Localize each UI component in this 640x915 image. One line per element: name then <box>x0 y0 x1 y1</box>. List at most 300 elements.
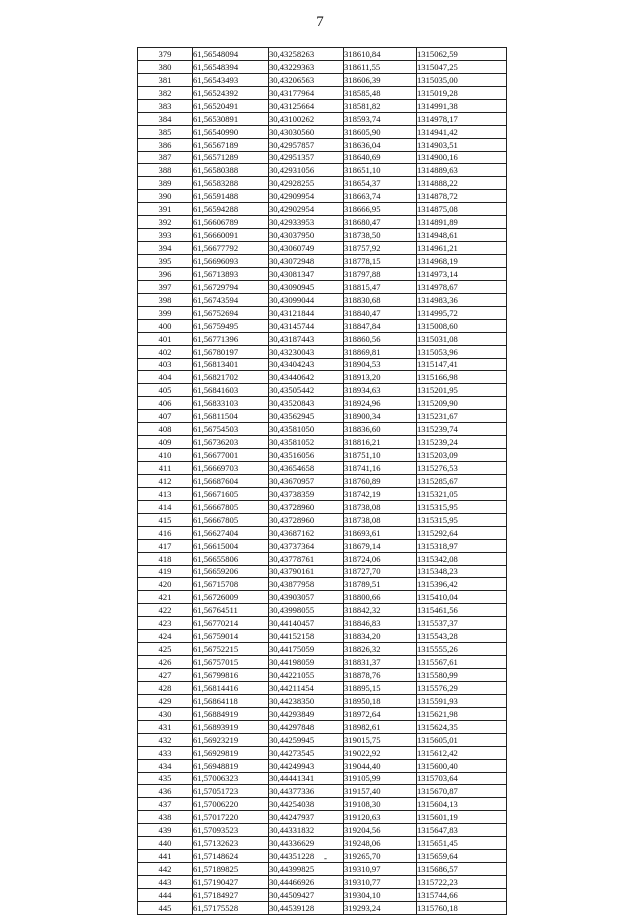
y-coordinate-cell: 1315659,64 <box>417 850 507 863</box>
latitude-cell: 61,56764511 <box>193 604 269 617</box>
x-coordinate-cell: 319310,77 <box>344 876 417 889</box>
longitude-cell: 30,43230043 <box>269 345 344 358</box>
y-coordinate-cell: 1315604,13 <box>417 798 507 811</box>
y-coordinate-cell: 1314978,67 <box>417 280 507 293</box>
point-number-cell: 418 <box>138 552 193 565</box>
y-coordinate-cell: 1315537,37 <box>417 617 507 630</box>
table-row <box>138 280 507 293</box>
y-coordinate-cell: 1314968,19 <box>417 255 507 268</box>
table-row <box>138 617 507 630</box>
latitude-cell: 61,56759495 <box>193 319 269 332</box>
x-coordinate-cell: 318654,37 <box>344 177 417 190</box>
table-row <box>138 811 507 824</box>
table-row <box>138 164 507 177</box>
longitude-cell: 30,43060749 <box>269 242 344 255</box>
y-coordinate-cell: 1315612,42 <box>417 746 507 759</box>
point-number-cell: 392 <box>138 216 193 229</box>
longitude-cell: 30,43099044 <box>269 293 344 306</box>
longitude-cell: 30,43654658 <box>269 462 344 475</box>
table-row <box>138 656 507 669</box>
point-number-cell: 444 <box>138 888 193 901</box>
x-coordinate-cell: 318610,84 <box>344 48 417 61</box>
longitude-cell: 30,43737364 <box>269 539 344 552</box>
latitude-cell: 61,56754503 <box>193 423 269 436</box>
table-row <box>138 86 507 99</box>
table-row <box>138 242 507 255</box>
y-coordinate-cell: 1314900,16 <box>417 151 507 164</box>
latitude-cell: 61,56696093 <box>193 255 269 268</box>
table-row <box>138 888 507 901</box>
latitude-cell: 61,56540990 <box>193 125 269 138</box>
table-row <box>138 474 507 487</box>
x-coordinate-cell: 318636,04 <box>344 138 417 151</box>
y-coordinate-cell: 1315396,42 <box>417 578 507 591</box>
longitude-cell: 30,43728960 <box>269 500 344 513</box>
point-number-cell: 405 <box>138 384 193 397</box>
y-coordinate-cell: 1315209,90 <box>417 397 507 410</box>
table-row <box>138 216 507 229</box>
table-row <box>138 358 507 371</box>
latitude-cell: 61,57190427 <box>193 876 269 889</box>
longitude-cell: 30,42931056 <box>269 164 344 177</box>
latitude-cell: 61,56627404 <box>193 526 269 539</box>
table-row <box>138 319 507 332</box>
point-number-cell: 390 <box>138 190 193 203</box>
x-coordinate-cell: 319157,40 <box>344 785 417 798</box>
x-coordinate-cell: 319310,97 <box>344 863 417 876</box>
y-coordinate-cell: 1315703,64 <box>417 772 507 785</box>
y-coordinate-cell: 1315292,64 <box>417 526 507 539</box>
longitude-cell: 30,44249943 <box>269 759 344 772</box>
longitude-cell: 30,43187443 <box>269 332 344 345</box>
x-coordinate-cell: 318760,89 <box>344 474 417 487</box>
x-coordinate-cell: 318751,10 <box>344 449 417 462</box>
latitude-cell: 61,56583288 <box>193 177 269 190</box>
x-coordinate-cell: 318724,06 <box>344 552 417 565</box>
point-number-cell: 419 <box>138 565 193 578</box>
x-coordinate-cell: 318593,74 <box>344 112 417 125</box>
table-row <box>138 863 507 876</box>
x-coordinate-cell: 318904,53 <box>344 358 417 371</box>
point-number-cell: 397 <box>138 280 193 293</box>
table-row <box>138 229 507 242</box>
point-number-cell: 435 <box>138 772 193 785</box>
latitude-cell: 61,56780197 <box>193 345 269 358</box>
point-number-cell: 416 <box>138 526 193 539</box>
x-coordinate-cell: 318815,47 <box>344 280 417 293</box>
table-row <box>138 681 507 694</box>
x-coordinate-cell: 318982,61 <box>344 720 417 733</box>
y-coordinate-cell: 1315166,98 <box>417 371 507 384</box>
y-coordinate-cell: 1315019,28 <box>417 86 507 99</box>
longitude-cell: 30,44152158 <box>269 630 344 643</box>
longitude-cell: 30,44399825 <box>269 863 344 876</box>
point-number-cell: 381 <box>138 73 193 86</box>
longitude-cell: 30,43877958 <box>269 578 344 591</box>
longitude-cell: 30,43516056 <box>269 449 344 462</box>
y-coordinate-cell: 1315342,08 <box>417 552 507 565</box>
latitude-cell: 61,56948819 <box>193 759 269 772</box>
y-coordinate-cell: 1315147,41 <box>417 358 507 371</box>
x-coordinate-cell: 318900,34 <box>344 410 417 423</box>
point-number-cell: 436 <box>138 785 193 798</box>
latitude-cell: 61,56659206 <box>193 565 269 578</box>
longitude-cell: 30,42928255 <box>269 177 344 190</box>
longitude-cell: 30,44293849 <box>269 707 344 720</box>
longitude-cell: 30,43505442 <box>269 384 344 397</box>
table-row <box>138 604 507 617</box>
longitude-cell: 30,43778761 <box>269 552 344 565</box>
longitude-cell: 30,43440642 <box>269 371 344 384</box>
latitude-cell: 61,56687604 <box>193 474 269 487</box>
y-coordinate-cell: 1315239,24 <box>417 436 507 449</box>
table-row <box>138 151 507 164</box>
table-row <box>138 669 507 682</box>
y-coordinate-cell: 1315621,98 <box>417 707 507 720</box>
longitude-cell: 30,44466926 <box>269 876 344 889</box>
x-coordinate-cell: 318797,88 <box>344 267 417 280</box>
y-coordinate-cell: 1314991,38 <box>417 99 507 112</box>
point-number-cell: 398 <box>138 293 193 306</box>
y-coordinate-cell: 1315624,35 <box>417 720 507 733</box>
latitude-cell: 61,56591488 <box>193 190 269 203</box>
latitude-cell: 61,56543493 <box>193 73 269 86</box>
latitude-cell: 61,56615004 <box>193 539 269 552</box>
y-coordinate-cell: 1314995,72 <box>417 306 507 319</box>
point-number-cell: 414 <box>138 500 193 513</box>
x-coordinate-cell: 318842,32 <box>344 604 417 617</box>
y-coordinate-cell: 1315239,74 <box>417 423 507 436</box>
point-number-cell: 442 <box>138 863 193 876</box>
y-coordinate-cell: 1315651,45 <box>417 837 507 850</box>
y-coordinate-cell: 1315647,83 <box>417 824 507 837</box>
point-number-cell: 385 <box>138 125 193 138</box>
longitude-cell: 30,42957857 <box>269 138 344 151</box>
y-coordinate-cell: 1314941,42 <box>417 125 507 138</box>
x-coordinate-cell: 318738,50 <box>344 229 417 242</box>
y-coordinate-cell: 1315576,29 <box>417 681 507 694</box>
table-row <box>138 449 507 462</box>
latitude-cell: 61,56669703 <box>193 462 269 475</box>
y-coordinate-cell: 1315047,25 <box>417 60 507 73</box>
footer-mark: - <box>324 853 327 863</box>
point-number-cell: 428 <box>138 681 193 694</box>
point-number-cell: 423 <box>138 617 193 630</box>
latitude-cell: 61,56929819 <box>193 746 269 759</box>
longitude-cell: 30,44273545 <box>269 746 344 759</box>
latitude-cell: 61,56594288 <box>193 203 269 216</box>
table-row <box>138 526 507 539</box>
x-coordinate-cell: 318727,70 <box>344 565 417 578</box>
point-number-cell: 387 <box>138 151 193 164</box>
latitude-cell: 61,56833103 <box>193 397 269 410</box>
longitude-cell: 30,44297848 <box>269 720 344 733</box>
longitude-cell: 30,44140457 <box>269 617 344 630</box>
point-number-cell: 396 <box>138 267 193 280</box>
x-coordinate-cell: 318663,74 <box>344 190 417 203</box>
latitude-cell: 61,56743594 <box>193 293 269 306</box>
longitude-cell: 30,43177964 <box>269 86 344 99</box>
x-coordinate-cell: 318738,08 <box>344 513 417 526</box>
y-coordinate-cell: 1315760,18 <box>417 901 507 914</box>
latitude-cell: 61,56752694 <box>193 306 269 319</box>
table-row <box>138 487 507 500</box>
longitude-cell: 30,44175059 <box>269 643 344 656</box>
table-row <box>138 565 507 578</box>
longitude-cell: 30,43670957 <box>269 474 344 487</box>
x-coordinate-cell: 318869,81 <box>344 345 417 358</box>
longitude-cell: 30,43581052 <box>269 436 344 449</box>
y-coordinate-cell: 1314961,21 <box>417 242 507 255</box>
longitude-cell: 30,43030560 <box>269 125 344 138</box>
longitude-cell: 30,44509427 <box>269 888 344 901</box>
x-coordinate-cell: 318741,16 <box>344 462 417 475</box>
x-coordinate-cell: 318816,21 <box>344 436 417 449</box>
latitude-cell: 61,57184927 <box>193 888 269 901</box>
point-number-cell: 401 <box>138 332 193 345</box>
table-row <box>138 99 507 112</box>
latitude-cell: 61,56736203 <box>193 436 269 449</box>
longitude-cell: 30,42902954 <box>269 203 344 216</box>
y-coordinate-cell: 1315600,40 <box>417 759 507 772</box>
x-coordinate-cell: 319022,92 <box>344 746 417 759</box>
y-coordinate-cell: 1315348,23 <box>417 565 507 578</box>
table-row <box>138 423 507 436</box>
table-row <box>138 60 507 73</box>
longitude-cell: 30,44198059 <box>269 656 344 669</box>
latitude-cell: 61,56567189 <box>193 138 269 151</box>
x-coordinate-cell: 319015,75 <box>344 733 417 746</box>
table-row <box>138 772 507 785</box>
x-coordinate-cell: 318934,63 <box>344 384 417 397</box>
table-row <box>138 384 507 397</box>
table-row <box>138 759 507 772</box>
latitude-cell: 61,56548394 <box>193 60 269 73</box>
x-coordinate-cell: 318738,08 <box>344 500 417 513</box>
longitude-cell: 30,44211454 <box>269 681 344 694</box>
x-coordinate-cell: 319105,99 <box>344 772 417 785</box>
y-coordinate-cell: 1315315,95 <box>417 513 507 526</box>
longitude-cell: 30,44351228 <box>269 850 344 863</box>
latitude-cell: 61,56726009 <box>193 591 269 604</box>
point-number-cell: 443 <box>138 876 193 889</box>
latitude-cell: 61,56571289 <box>193 151 269 164</box>
latitude-cell: 61,56771396 <box>193 332 269 345</box>
y-coordinate-cell: 1314978,17 <box>417 112 507 125</box>
longitude-cell: 30,43090945 <box>269 280 344 293</box>
y-coordinate-cell: 1315591,93 <box>417 694 507 707</box>
latitude-cell: 61,56759014 <box>193 630 269 643</box>
table-row <box>138 293 507 306</box>
point-number-cell: 421 <box>138 591 193 604</box>
x-coordinate-cell: 318972,64 <box>344 707 417 720</box>
table-row <box>138 345 507 358</box>
latitude-cell: 61,56813401 <box>193 358 269 371</box>
table-row <box>138 397 507 410</box>
table-row <box>138 410 507 423</box>
point-number-cell: 411 <box>138 462 193 475</box>
point-number-cell: 379 <box>138 48 193 61</box>
x-coordinate-cell: 318826,32 <box>344 643 417 656</box>
longitude-cell: 30,43229363 <box>269 60 344 73</box>
table-row <box>138 371 507 384</box>
longitude-cell: 30,43581050 <box>269 423 344 436</box>
x-coordinate-cell: 318605,90 <box>344 125 417 138</box>
latitude-cell: 61,56864118 <box>193 694 269 707</box>
latitude-cell: 61,56524392 <box>193 86 269 99</box>
table-row <box>138 578 507 591</box>
longitude-cell: 30,43037950 <box>269 229 344 242</box>
point-number-cell: 427 <box>138 669 193 682</box>
latitude-cell: 61,56606789 <box>193 216 269 229</box>
latitude-cell: 61,56655806 <box>193 552 269 565</box>
table-row <box>138 901 507 914</box>
y-coordinate-cell: 1315031,08 <box>417 332 507 345</box>
point-number-cell: 380 <box>138 60 193 73</box>
x-coordinate-cell: 318830,68 <box>344 293 417 306</box>
x-coordinate-cell: 318789,51 <box>344 578 417 591</box>
point-number-cell: 438 <box>138 811 193 824</box>
y-coordinate-cell: 1315008,60 <box>417 319 507 332</box>
x-coordinate-cell: 319293,24 <box>344 901 417 914</box>
longitude-cell: 30,44331832 <box>269 824 344 837</box>
y-coordinate-cell: 1314888,22 <box>417 177 507 190</box>
x-coordinate-cell: 318640,69 <box>344 151 417 164</box>
latitude-cell: 61,56580388 <box>193 164 269 177</box>
y-coordinate-cell: 1315580,99 <box>417 669 507 682</box>
y-coordinate-cell: 1314875,08 <box>417 203 507 216</box>
x-coordinate-cell: 318651,10 <box>344 164 417 177</box>
longitude-cell: 30,44336629 <box>269 837 344 850</box>
y-coordinate-cell: 1315744,66 <box>417 888 507 901</box>
x-coordinate-cell: 319120,63 <box>344 811 417 824</box>
latitude-cell: 61,56667805 <box>193 500 269 513</box>
latitude-cell: 61,56677792 <box>193 242 269 255</box>
x-coordinate-cell: 318606,39 <box>344 73 417 86</box>
longitude-cell: 30,43998055 <box>269 604 344 617</box>
point-number-cell: 393 <box>138 229 193 242</box>
longitude-cell: 30,42909954 <box>269 190 344 203</box>
latitude-cell: 61,56752215 <box>193 643 269 656</box>
table-row <box>138 306 507 319</box>
latitude-cell: 61,57006323 <box>193 772 269 785</box>
latitude-cell: 61,57051723 <box>193 785 269 798</box>
y-coordinate-cell: 1315203,09 <box>417 449 507 462</box>
x-coordinate-cell: 319248,06 <box>344 837 417 850</box>
point-number-cell: 403 <box>138 358 193 371</box>
y-coordinate-cell: 1314903,51 <box>417 138 507 151</box>
latitude-cell: 61,56923219 <box>193 733 269 746</box>
x-coordinate-cell: 318581,82 <box>344 99 417 112</box>
longitude-cell: 30,44377336 <box>269 785 344 798</box>
y-coordinate-cell: 1314973,14 <box>417 267 507 280</box>
longitude-cell: 30,43125664 <box>269 99 344 112</box>
y-coordinate-cell: 1315461,56 <box>417 604 507 617</box>
latitude-cell: 61,56548094 <box>193 48 269 61</box>
table-row <box>138 850 507 863</box>
latitude-cell: 61,56814416 <box>193 681 269 694</box>
latitude-cell: 61,56757015 <box>193 656 269 669</box>
longitude-cell: 30,43258263 <box>269 48 344 61</box>
table-row <box>138 837 507 850</box>
longitude-cell: 30,43100262 <box>269 112 344 125</box>
y-coordinate-cell: 1315601,19 <box>417 811 507 824</box>
y-coordinate-cell: 1315276,53 <box>417 462 507 475</box>
latitude-cell: 61,57189825 <box>193 863 269 876</box>
y-coordinate-cell: 1315035,00 <box>417 73 507 86</box>
table-row <box>138 138 507 151</box>
latitude-cell: 61,56715708 <box>193 578 269 591</box>
longitude-cell: 30,44539128 <box>269 901 344 914</box>
point-number-cell: 400 <box>138 319 193 332</box>
longitude-cell: 30,44441341 <box>269 772 344 785</box>
x-coordinate-cell: 318846,83 <box>344 617 417 630</box>
latitude-cell: 61,57017220 <box>193 811 269 824</box>
x-coordinate-cell: 318834,20 <box>344 630 417 643</box>
y-coordinate-cell: 1315543,28 <box>417 630 507 643</box>
table-row <box>138 694 507 707</box>
point-number-cell: 399 <box>138 306 193 319</box>
table-row <box>138 267 507 280</box>
x-coordinate-cell: 319304,10 <box>344 888 417 901</box>
table-row <box>138 513 507 526</box>
x-coordinate-cell: 318836,60 <box>344 423 417 436</box>
latitude-cell: 61,56713893 <box>193 267 269 280</box>
point-number-cell: 437 <box>138 798 193 811</box>
table-row <box>138 500 507 513</box>
point-number-cell: 425 <box>138 643 193 656</box>
point-number-cell: 422 <box>138 604 193 617</box>
table-row <box>138 436 507 449</box>
y-coordinate-cell: 1315555,26 <box>417 643 507 656</box>
point-number-cell: 409 <box>138 436 193 449</box>
table-row <box>138 552 507 565</box>
longitude-cell: 30,43121844 <box>269 306 344 319</box>
point-number-cell: 404 <box>138 371 193 384</box>
point-number-cell: 434 <box>138 759 193 772</box>
point-number-cell: 394 <box>138 242 193 255</box>
table-row <box>138 824 507 837</box>
y-coordinate-cell: 1314983,36 <box>417 293 507 306</box>
x-coordinate-cell: 318585,48 <box>344 86 417 99</box>
longitude-cell: 30,44254038 <box>269 798 344 811</box>
longitude-cell: 30,43206563 <box>269 73 344 86</box>
latitude-cell: 61,56660091 <box>193 229 269 242</box>
x-coordinate-cell: 318742,19 <box>344 487 417 500</box>
y-coordinate-cell: 1315053,96 <box>417 345 507 358</box>
latitude-cell: 61,56821702 <box>193 371 269 384</box>
y-coordinate-cell: 1315670,87 <box>417 785 507 798</box>
point-number-cell: 415 <box>138 513 193 526</box>
latitude-cell: 61,56671605 <box>193 487 269 500</box>
point-number-cell: 430 <box>138 707 193 720</box>
x-coordinate-cell: 318666,95 <box>344 203 417 216</box>
y-coordinate-cell: 1315231,67 <box>417 410 507 423</box>
longitude-cell: 30,42951357 <box>269 151 344 164</box>
latitude-cell: 61,57006220 <box>193 798 269 811</box>
table-row <box>138 733 507 746</box>
table-row <box>138 630 507 643</box>
table-row <box>138 332 507 345</box>
y-coordinate-cell: 1314891,89 <box>417 216 507 229</box>
table-row <box>138 125 507 138</box>
x-coordinate-cell: 319265,70 <box>344 850 417 863</box>
longitude-cell: 30,43728960 <box>269 513 344 526</box>
longitude-cell: 30,44221055 <box>269 669 344 682</box>
longitude-cell: 30,43145744 <box>269 319 344 332</box>
y-coordinate-cell: 1315321,05 <box>417 487 507 500</box>
table-row <box>138 203 507 216</box>
